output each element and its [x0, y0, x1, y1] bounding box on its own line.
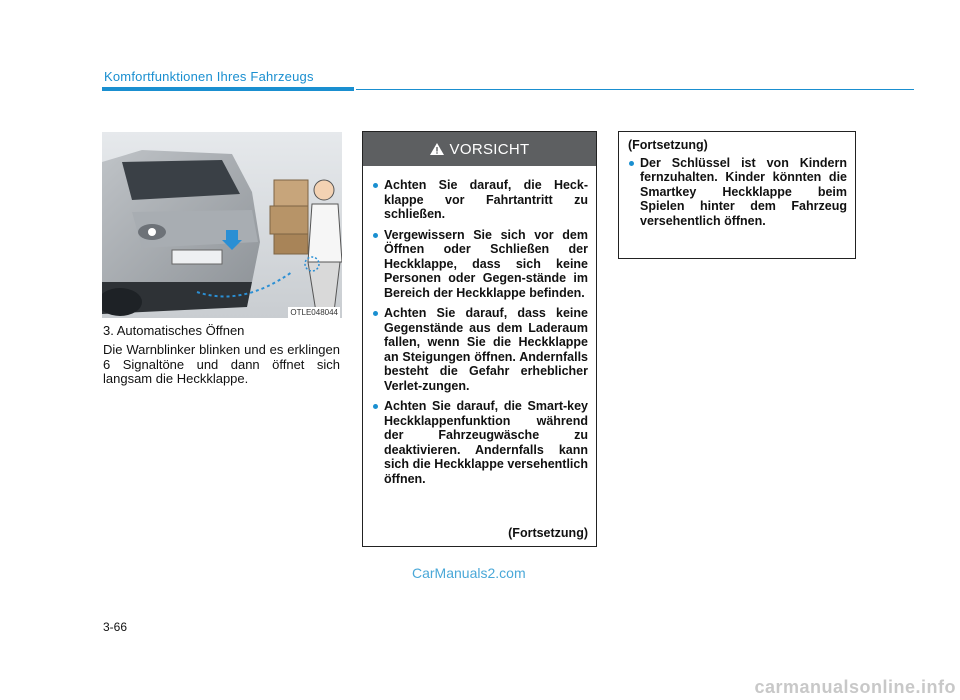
header-accent-bar	[102, 87, 354, 91]
image-code: OTLE048044	[290, 308, 338, 317]
step-heading: 3. Automatisches Öffnen	[103, 323, 245, 338]
continuation-item: Der Schlüssel ist von Kindern fernzuhalten. Kinder könnten die Smartkey Heckklappe beim Spielen hinter dem Fahrzeug versehentlich öffnen.	[628, 156, 847, 229]
page-number: 3-66	[103, 620, 128, 634]
section-title: Komfortfunktionen Ihres Fahrzeugs	[104, 69, 314, 84]
caution-item: Achten Sie darauf, die Smart-key Heckklappenfunktion während der Fahrzeugwäsche zu deaktivieren. Andernfalls kann sich die Heckklappe versehentlich öffnen.	[372, 399, 588, 486]
step-description: Die Warnblinker blinken und es erklingen 6 Signaltöne und dann öffnet sich langsam die Heckklappe.	[103, 342, 340, 386]
warning-icon	[430, 143, 444, 155]
continued-label: (Fortsetzung)	[508, 526, 588, 540]
caution-box	[362, 131, 597, 547]
caution-title: VORSICHT	[449, 140, 530, 158]
header-rule	[356, 89, 914, 90]
caution-header	[363, 132, 596, 166]
continuation-box	[618, 131, 856, 259]
continuation-title: (Fortsetzung)	[628, 138, 708, 152]
caution-list	[363, 166, 596, 486]
caution-item: Vergewissern Sie sich vor dem Öffnen oder Schließen der Heckklappe, dass sich keine Personen oder Gegen-stände im Bereich der Heckklappe befinden.	[372, 228, 588, 301]
caution-item: Achten Sie darauf, dass keine Gegenstände aus dem Laderaum fallen, wenn Sie die Heckklappe an Steigungen öffnen. Andernfalls besteht die Gefahr erheblicher Verlet-zungen.	[372, 306, 588, 393]
watermark-link[interactable]: CarManuals2.com	[412, 565, 526, 581]
tailgate-illustration	[102, 132, 342, 318]
caution-item: Achten Sie darauf, die Heck-klappe vor Fahrtantritt zu schließen.	[372, 178, 588, 222]
footer-watermark: carmanualsonline.info	[754, 677, 956, 697]
